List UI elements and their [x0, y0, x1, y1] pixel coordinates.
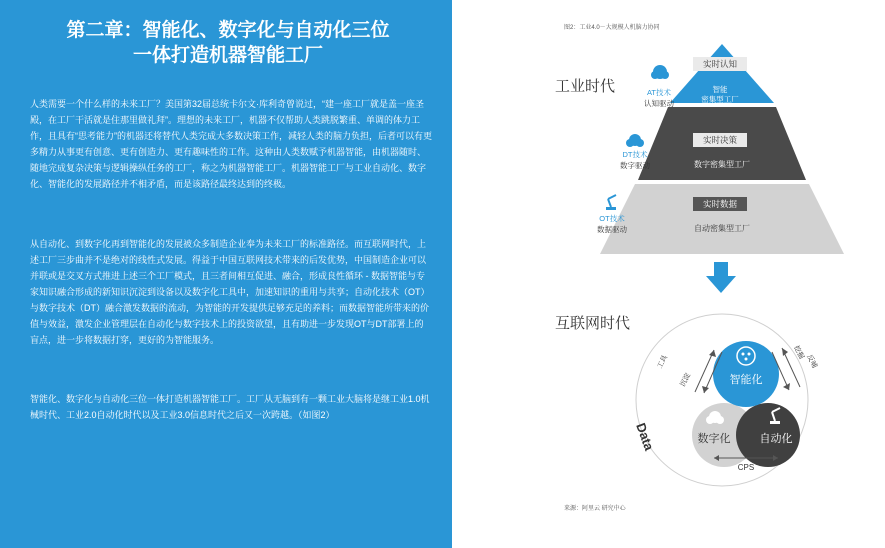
figure-caption: 图2：工业4.0－大规模人机脑力协同 — [564, 25, 660, 31]
figure-source: 来源：阿里云 研究中心 — [564, 506, 626, 512]
sediment-label: 沉淀 — [679, 372, 693, 388]
intelligent-label: 智能化 — [729, 374, 763, 386]
internet-era-heading: 互联网时代 — [555, 315, 631, 332]
cognition-driven-label: 认知驱动 — [644, 99, 674, 108]
down-arrow-icon — [706, 262, 736, 293]
dt-tech-label: DT技术 — [622, 150, 648, 159]
tier-top-label-1: 智能 — [712, 85, 728, 94]
tool-label: 工具 — [656, 354, 670, 370]
data-label: Data — [633, 420, 657, 453]
at-tech-label: AT技术 — [646, 88, 672, 97]
digital-label: 数字化 — [697, 433, 731, 445]
brain-cloud-icon — [651, 65, 669, 79]
tier-middle-label: 数字密集型工厂 — [694, 160, 750, 169]
digital-driven-label: 数字驱动 — [620, 161, 650, 170]
badge-realtime-decision-text: 实时决策 — [702, 135, 738, 145]
cps-label: CPS — [737, 463, 755, 472]
ot-tech-label: OT技术 — [599, 214, 625, 223]
chapter-title-line1: 第二章：智能化、数字化与自动化三位 — [66, 20, 390, 41]
badge-realtime-cognition-text: 实时认知 — [702, 59, 738, 69]
paragraph-3: 智能化、数字化与自动化三位一体打造机器智能工厂。工厂从无脑到有一颗工业大脑将是继工业1.0机械时代、工业2.0自动化时代以及工业3.0信息时代之后又一次跨越。（如图2） — [30, 394, 430, 420]
tier-top-label-2: 密集型工厂 — [701, 95, 739, 104]
paragraph-2: 从自动化、到数字化再到智能化的发展被众多制造企业奉为未来工厂的标准路径。而互联网时代，上述工厂三步曲并不是绝对的线性式发展。得益于中国互联网技术带来的后发优势，中国制造企业可以并联或是交叉方式推进上述三个工厂模式，且三者间相互促进、融合，形成良性循环 - 数据智能与专家知识融合形成的新知识沉淀到设备以及数字化工具中，加速知识的重用与共享；自动化技术（OT）与数字技术（DT）融合激发数据的流动，为智能的开发提供足够充足的养料；而数据智能所带来的价值与效益，激发企业管理层在自动化与数字技术上的投资欲望，且有助进一步发现OT与DT部署上的盲点，进一步将数据打穿，更好的为智能服务。 — [30, 239, 430, 345]
feedback-label: 反哺 — [805, 353, 818, 370]
chapter-title-line2: 一体打造机器智能工厂 — [132, 45, 323, 66]
dt-cloud-icon — [626, 134, 644, 147]
tier-bottom-label: 自动密集型工厂 — [694, 224, 750, 233]
industrial-era-heading: 工业时代 — [555, 78, 616, 95]
tool-arrow — [695, 350, 714, 392]
chapter-title — [18, 18, 438, 68]
badge-realtime-data-text: 实时数据 — [702, 199, 738, 209]
figure-panel — [452, 0, 885, 548]
data-driven-label: 数据驱动 — [597, 225, 627, 234]
pyramid-bottom-tier — [600, 184, 844, 254]
paragraph-1: 人类需要一个什么样的未来工厂？美国第32届总统卡尔文·库利奇曾说过，“建一座工厂就是盖一座圣殿，在工厂干活就是住那里做礼拜”。理想的未来工厂，机器不仅帮助人类跳脱繁重、单调的体力工作，且具有“思考能力”的机器还将替代人类完成大多数决策工作，减轻人类的脑力负担，后者可以有更多精力从事更有创意、更有创造力、更有趣味性的工作。这种由人类数赋予机器智能，由机器随时、随地完成复杂决策与逻辑操纵任务的工厂，称之为机器智能工厂。机器智能工厂与工业自动化、数字化、智能化的发展路径并不相矛盾，而是该路径最终达到的终极。 — [30, 99, 432, 189]
figure-graphic — [452, 0, 885, 548]
robot-arm-icon — [606, 195, 616, 210]
dig-label: 挖掘 — [792, 344, 805, 361]
automation-label: 自动化 — [759, 433, 793, 445]
